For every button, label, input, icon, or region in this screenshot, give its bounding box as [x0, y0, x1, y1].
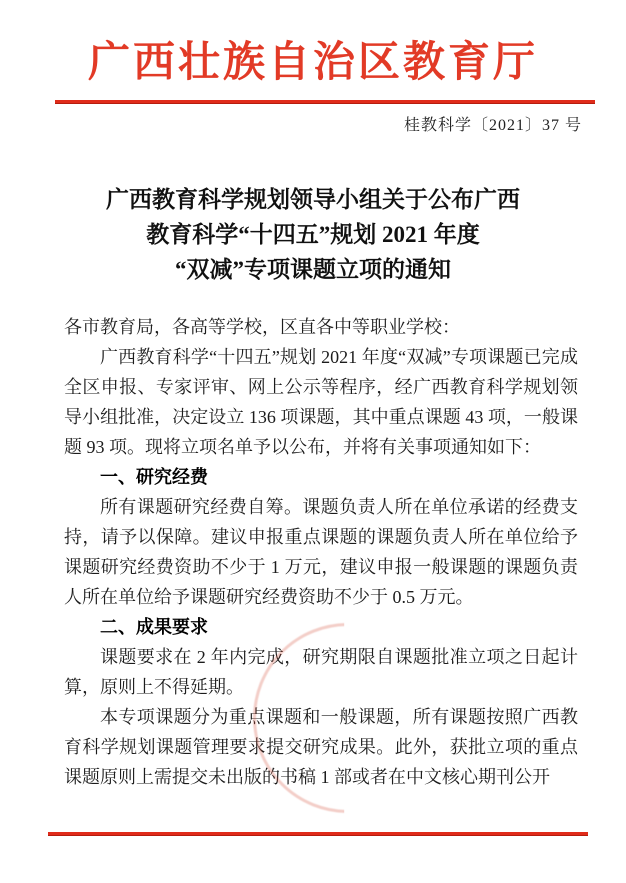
salutation: 各市教育局，各高等学校，区直各中等职业学校：	[64, 317, 460, 337]
notice-title-line-3: “双减”专项课题立项的通知	[175, 257, 451, 282]
footer-red-rule	[48, 832, 588, 836]
paragraph-results: 本专项课题分为重点课题和一般课题，所有课题按照广西教育科学规划课题管理要求提交研究成果。此外，获批立项的重点课题原则上需提交未出版的书稿 1 部或者在中文核心期刊公开	[64, 707, 578, 787]
paragraph-funding: 所有课题研究经费自筹。课题负责人所在单位承诺的经费支持，请予以保障。建议申报重点课题的课题负责人所在单位给予课题研究经费资助不少于 1 万元，建议申报一般课题的课题负责人所在单位给予课题研究经费资助不少于 0.5 万元。	[64, 497, 578, 607]
document-number: 桂教科学〔2021〕37 号	[403, 117, 582, 134]
notice-body	[64, 312, 578, 792]
paragraph-intro: 广西教育科学“十四五”规划 2021 年度“双减”专项课题已完成全区申报、专家评审、网上公示等程序，经广西教育科学规划领导小组批准，决定设立 136 项课题，其中重点课题 43 项，一般课题 93 项。现将立项名单予以公布，并将有关事项通知如下：	[64, 347, 578, 457]
letterhead-title: 广西壮族自治区教育厅	[87, 40, 538, 86]
notice-title	[40, 182, 586, 287]
notice-title-line-2: 教育科学“十四五”规划 2021 年度	[146, 222, 480, 247]
notice-title-line-1: 广西教育科学规划领导小组关于公布广西	[106, 187, 520, 212]
paragraph-duration: 课题要求在 2 年内完成，研究期限自课题批准立项之日起计算，原则上不得延期。	[64, 647, 578, 697]
section-heading-result-requirements: 二、成果要求	[100, 617, 208, 637]
header-red-rule	[55, 100, 595, 104]
section-heading-research-funds: 一、研究经费	[100, 467, 208, 487]
